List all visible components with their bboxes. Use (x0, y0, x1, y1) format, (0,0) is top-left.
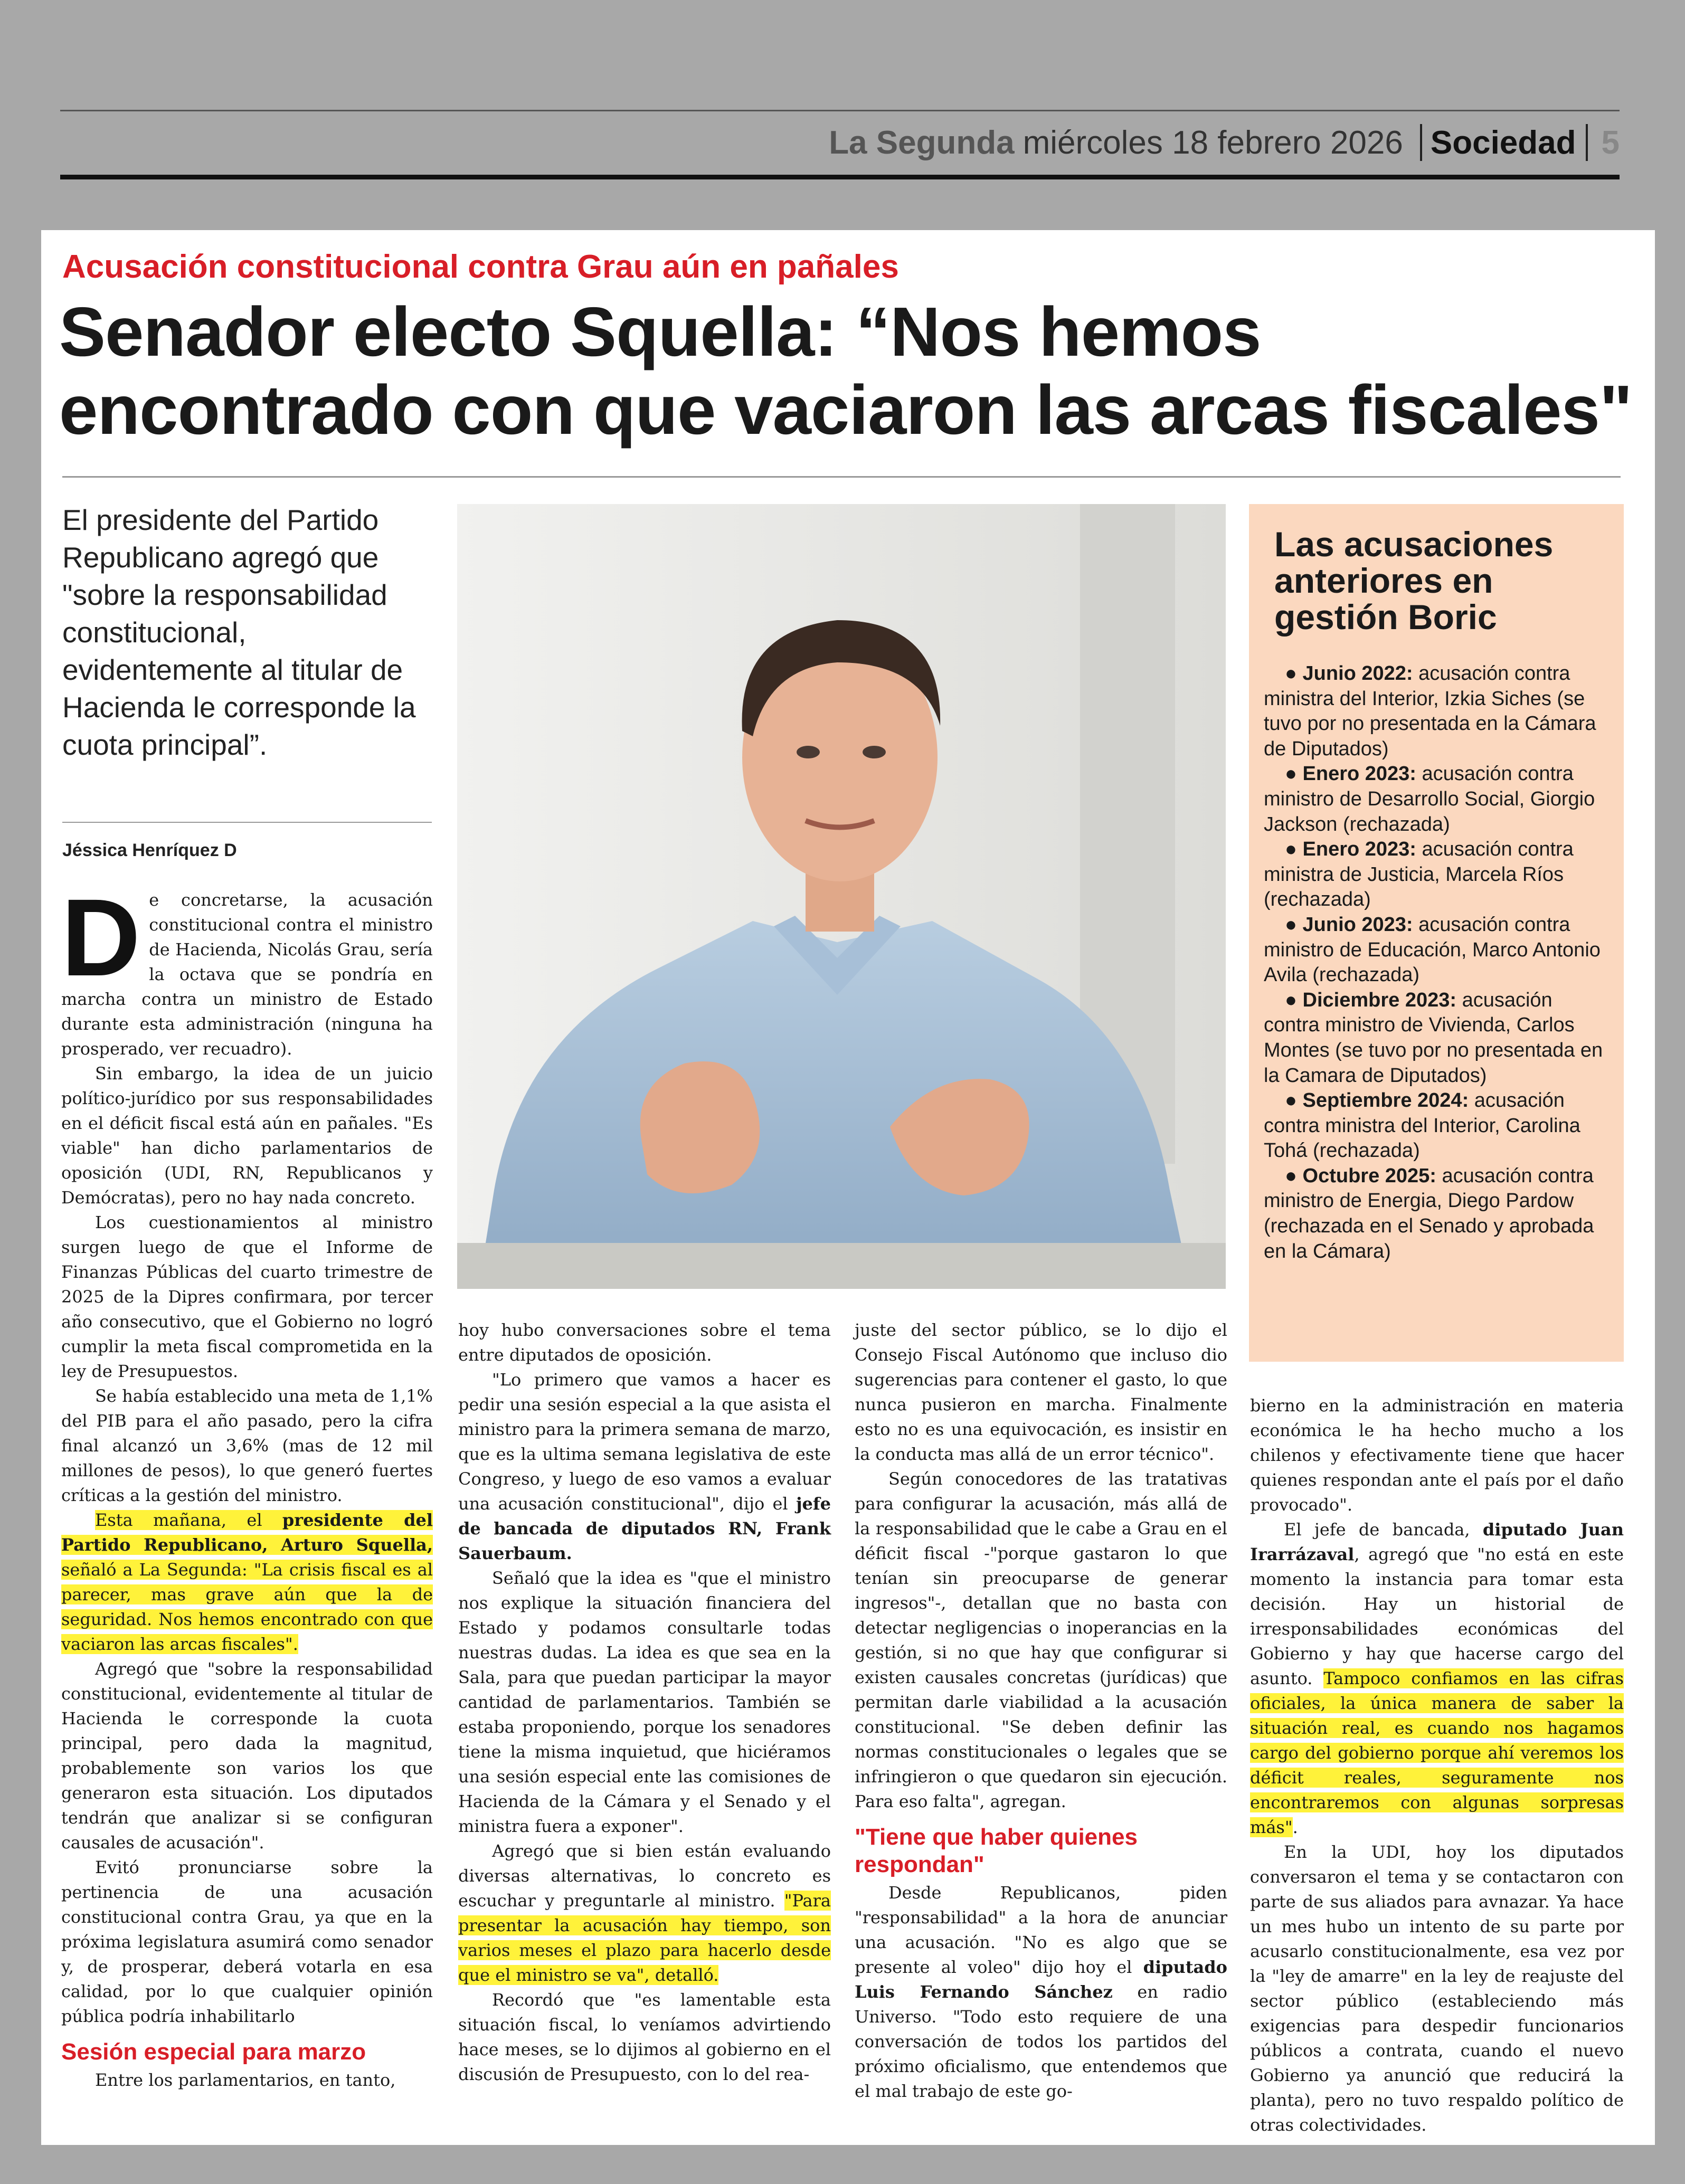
sidebar-item-text: acusación contra ministro de Educación, Marco Antonio Avila (rechazada) (1264, 913, 1601, 986)
body-paragraph (855, 1881, 1227, 2104)
highlighted-text: Esta mañana, el (95, 1510, 282, 1530)
paragraph-text: e concretarse, la acusación constitucional contra el ministro de Hacienda, Nicolás Grau, sería la octava que se pondría en marcha contra un ministro de Estado durante esta administración (ninguna ha prosperado, ver recuadro). (61, 890, 433, 1059)
sidebar-item-text: acusación contra ministro de Desarrollo Social, Giorgio Jackson (rechazada) (1264, 763, 1595, 835)
highlighted-bold-text: presidente del Partido Republicano, Arturo Squella, (61, 1510, 433, 1555)
sidebar-list-item: ● Enero 2023: acusación contra ministro de Desarrollo Social, Giorgio Jackson (rechazada) (1264, 763, 1595, 835)
sidebar-item-date: Enero 2023: (1302, 763, 1416, 785)
sidebar-item-date: Septiembre 2024: (1302, 1089, 1469, 1112)
body-paragraph: juste del sector público, se lo dijo el Consejo Fiscal Autónomo que incluso dio sugerencias para contener el gasto, lo que nunca pusieron en marcha. Finalmente esto no es una equivocación, es insistir en la conducta mas allá de un error técnico". (855, 1320, 1227, 1464)
sidebar-item-text: acusación contra ministra del Interior, Izkia Siches (se tuvo por no presentada en la Cámara de Diputados) (1264, 662, 1596, 760)
paragraph-text: Desde Republicanos, piden "responsabilidad" a la hora de anunciar una acusación. "No es algo que se presente al voleo" dijo hoy el (855, 1883, 1227, 1977)
sidebar-item-text: acusación contra ministro de Vivienda, Carlos Montes (se tuvo por no presentada en la Camara de Diputados) (1264, 989, 1603, 1087)
paragraph-text: . (1292, 1817, 1298, 1837)
article-headline (59, 293, 1632, 449)
sidebar-item-date: Diciembre 2023: (1302, 989, 1457, 1011)
body-paragraph (458, 1368, 831, 1566)
body-paragraph: Entre los parlamentarios, en tanto, (95, 2070, 396, 2090)
paragraph-text: "Lo primero que vamos a hacer es pedir una sesión especial a la que asista el ministro para la primera semana de marzo, que es la ultima semana legislativa de este Congreso, y luego de eso vamos a evaluar una acusación constitucional", dijo el (458, 1370, 831, 1514)
article-lead: El presidente del Partido Republicano agregó que "sobre la responsabilidad constitucional, evidentemente al titular de Hacienda le corresponde la cuota principal”. (62, 504, 416, 761)
sidebar-list (1264, 661, 1607, 1264)
lead-divider (62, 822, 432, 823)
body-paragraph: En la UDI, hoy los diputados conversaron el tema y se contactaron con parte de sus aliados para avnazar. Ya hace un mes hubo un intento de su parte por acusarlo constitucionalmente, esa vez por la "ley de amarre" en la ley de reajuste del sector público (estableciendo más exigencias para despedir funcionarios públicos a contrata, cuando el nuevo Gobierno ya anunció que reducirá la planta), pero no tuvo respaldo político de otras colectividades. (1250, 1842, 1624, 2135)
subheading: "Tiene que haber quienes respondan" (855, 1824, 1138, 1877)
sidebar-box (1249, 504, 1624, 1362)
sidebar-list-item: ● Enero 2023: acusación contra ministra de Justicia, Marcela Ríos (rechazada) (1264, 838, 1574, 911)
sidebar-item-text: acusación contra ministro de Energia, Diego Pardow (rechazada en el Senado y aprobada en la Cámara) (1264, 1164, 1594, 1262)
sidebar-list-item: ● Junio 2023: acusación contra ministro de Educación, Marco Antonio Avila (rechazada) (1264, 913, 1601, 986)
masthead-divider (1586, 124, 1588, 161)
body-paragraph: Según conocedores de las tratativas para configurar la acusación, más allá de la responsabilidad que le cabe a Grau en el déficit fiscal -"porque gastaron lo que tenían sin preocuparse de generar ingresos"-, detallan que no basta con detectar negligencias o inoperancias en la gestión, si no que hay que configurar si existen causales concretas (jurídicas) que permitan darle viabilidad a la acusación constitucional. "Se deben definir las normas constitucionales o legales que se infringieron o que quedaron sin ejecución. Para eso falta", agregan. (855, 1469, 1227, 1811)
newspaper-name: La Segunda (829, 124, 1015, 161)
body-paragraph: bierno en la administración en materia económica le ha hecho mucho a los chilenos y efectivamente tiene que hacer quienes respondan ante el país por el daño provocado". (1250, 1395, 1624, 1515)
bold-text: diputado Juan Irarrázaval (1250, 1520, 1624, 1564)
article-column-3 (855, 1318, 1227, 2104)
paragraph-text: en radio Universo. "Todo esto requiere de una conversación de todos los partidos del próximo oficialismo, que entendemos que el mal trabajo de este go- (855, 1982, 1227, 2101)
subheading: Sesión especial para marzo (61, 2039, 366, 2065)
page-number: 5 (1601, 124, 1620, 161)
body-paragraph: Agregó que "sobre la responsabilidad constitucional, evidentemente al titular de Hacienda le corresponde la cuota principal, pero dada la magnitud, probablemente son varios los que generaron esta situación. Los diputados tendrán que analizar si se configuran causales de acusación". (61, 1659, 433, 1853)
article-column-4 (1250, 1393, 1624, 2138)
masthead-top-rule (60, 110, 1620, 111)
sidebar-list-item: ● Diciembre 2023: acusación contra ministro de Vivienda, Carlos Montes (se tuvo por no presentada en la Camara de Diputados) (1264, 989, 1603, 1087)
drop-cap: D (61, 877, 141, 999)
article-byline: Jéssica Henríquez D (62, 840, 237, 860)
paragraph-text: Agregó que si bien están evaluando diversas alternativas, lo concreto es escuchar y preguntarle al ministro. (458, 1841, 831, 1911)
masthead-line (829, 121, 1620, 164)
body-paragraph: Los cuestionamientos al ministro surgen luego de que el Informe de Finanzas Públicas del cuarto trimestre de 2025 de la Dipres confirmara, por tercer año consecutivo, que el Gobierno no logró cumplir la meta fiscal comprometida en la ley de Presupuestos. (61, 1212, 433, 1381)
paragraph-text: El jefe de bancada, (1284, 1520, 1483, 1540)
sidebar-item-text: acusación contra ministra de Justicia, Marcela Ríos (rechazada) (1264, 838, 1574, 911)
headline-divider (62, 476, 1621, 478)
body-paragraph (458, 1839, 831, 1988)
article-kicker: Acusación constitucional contra Grau aún en pañales (62, 249, 899, 285)
masthead-divider (1420, 124, 1422, 161)
sidebar-item-date: Junio 2022: (1302, 662, 1413, 685)
sidebar-item-text: acusación contra ministra del Interior, Carolina Tohá (rechazada) (1264, 1089, 1580, 1162)
sidebar-title: Las acusaciones anteriores en gestión Boric (1274, 525, 1554, 637)
body-paragraph: Se había establecido una meta de 1,1% del PIB para el año pasado, pero la cifra final alcanzó un 3,6% (mas de 12 mil millones de pesos), lo que generó fuertes críticas a la gestión del ministro. (61, 1386, 433, 1505)
body-paragraph: hoy hubo conversaciones sobre el tema entre diputados de oposición. (458, 1320, 831, 1365)
headline-line-1: Senador electo Squella: “Nos hemos (59, 293, 1261, 371)
bold-text: jefe de bancada de diputados RN, Frank Sauerbaum. (458, 1494, 831, 1563)
body-paragraph (61, 1508, 433, 1657)
sidebar-list-item: ● Junio 2022: acusación contra ministra del Interior, Izkia Siches (se tuvo por no presentada en la Cámara de Diputados) (1264, 662, 1596, 760)
bold-text: diputado Luis Fernando Sánchez (855, 1957, 1227, 2002)
highlighted-text: "Para presentar la acusación hay tiempo, son varios meses el plazo para hacerlo desde que el ministro se va", detalló. (458, 1891, 831, 1985)
paragraph-text: , agregó que "no está en este momento la instancia para tomar esta decisión. Hay un historial de irresponsabilidades económicas del Gobierno y hay que hacerse cargo del asunto. (1250, 1544, 1624, 1688)
photo-illustration (457, 504, 1226, 1289)
body-paragraph: Evitó pronunciarse sobre la pertinencia de una acusación constitucional contra Grau, ya que en la próxima legislatura asumirá como senador y, de prosperar, deberá votarla en esa calidad, por lo que cualquier opinión pública podría inhabilitarlo (61, 1857, 433, 2026)
article-photo (457, 504, 1226, 1289)
article-column-1 (61, 877, 433, 2093)
sidebar-item-date: Junio 2023: (1302, 913, 1413, 936)
body-paragraph: Señaló que la idea es "que el ministro nos explique la situación financiera del Estado y podamos consultarle todas nuestras dudas. La idea es que sea en la Sala, para que puedan participar la mayor cantidad de parlamentarios. También se estaba proponiendo, porque los senadores tiene la misma inquietud, que hiciéramos una sesión especial ente las comisiones de Hacienda de la Cámara y el Senado y el ministra fuera a exponer". (458, 1568, 831, 1836)
sidebar-list-item: ● Octubre 2025: acusación contra ministro de Energia, Diego Pardow (rechazada en el Senado y aprobada en la Cámara) (1264, 1164, 1594, 1262)
highlighted-text: señaló a La Segunda: "La crisis fiscal es al parecer, mas grave aún que la de seguridad. Nos hemos encontrado con que vaciaron las arcas fiscales". (61, 1560, 433, 1654)
masthead (60, 110, 1620, 179)
body-paragraph: Recordó que "es lamentable esta situación fiscal, lo veníamos advirtiendo hace meses, se lo dijimos al gobierno en el discusión de Presupuesto, con lo del rea- (458, 1990, 831, 2084)
sidebar-item-date: Octubre 2025: (1302, 1164, 1436, 1187)
masthead-bottom-rule (60, 175, 1620, 179)
highlighted-text: Tampoco confiamos en las cifras oficiales, la única manera de saber la situación real, es cuando nos hagamos cargo del gobierno porque ahí veremos los déficit reales, seguramente nos encontraremos con algunas sorpresas más" (1250, 1668, 1624, 1837)
sidebar-item-date: Enero 2023: (1302, 838, 1416, 861)
sidebar-list-item: ● Septiembre 2024: acusación contra ministra del Interior, Carolina Tohá (rechazada) (1264, 1089, 1580, 1162)
issue-date: miércoles 18 febrero 2026 (1023, 124, 1403, 161)
body-paragraph (1250, 1517, 1624, 1840)
article-column-2 (458, 1318, 831, 2087)
body-paragraph: Sin embargo, la idea de un juicio político-jurídico por sus responsabilidades en el déficit fiscal está aún en pañales. "Es viable" han dicho parlamentarios de oposición (UDI, RN, Republicanos y Demócratas), pero no hay nada concreto. (61, 1063, 433, 1208)
headline-line-2: encontrado con que vaciaron las arcas fiscales" (59, 371, 1632, 449)
section-name: Sociedad (1430, 124, 1576, 161)
body-paragraph (61, 877, 433, 1061)
